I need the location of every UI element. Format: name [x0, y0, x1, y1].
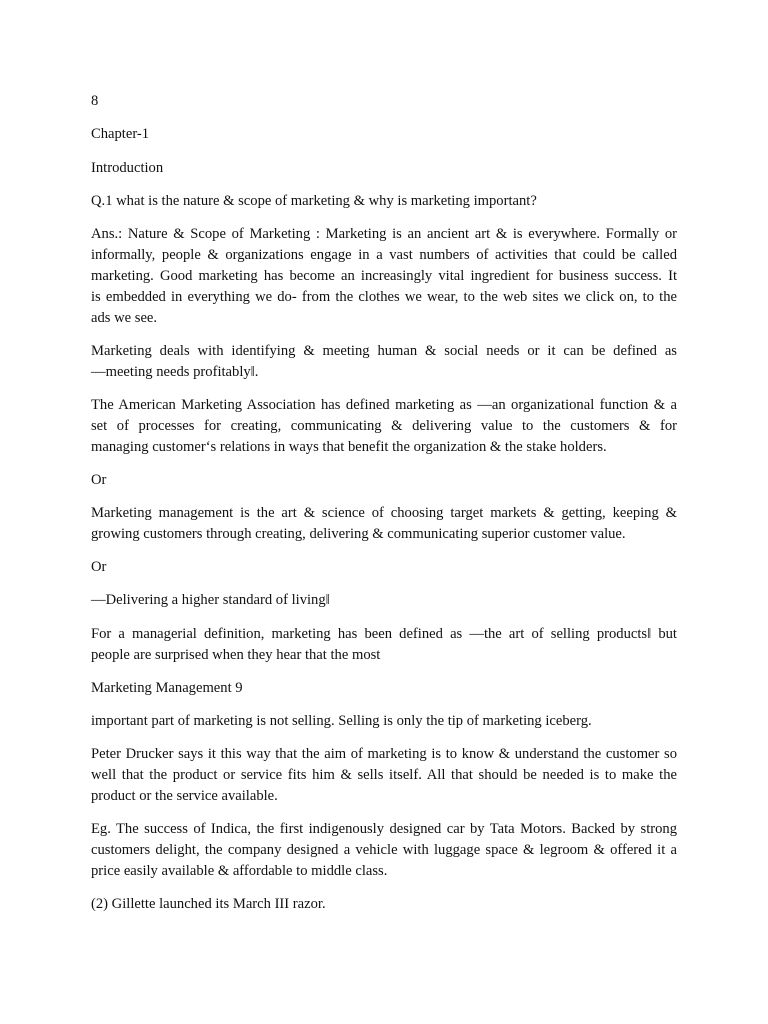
mgmt-line-1: Marketing management is the art & science of choosing target markets & getting, keeping &: [91, 505, 677, 521]
managerial-line-1: For a managerial definition, marketing has been defined as ―the art of selling products‖ but: [91, 626, 677, 642]
answer-line-2: informally, people & organizations engage in a vast numbers of activities that could be called: [91, 247, 677, 263]
section-heading: Introduction: [91, 160, 164, 176]
ama-line-1: The American Marketing Association has defined marketing as ―an organizational function & a: [91, 397, 677, 413]
chapter-heading: Chapter-1: [91, 126, 150, 142]
needs-line-1: Marketing deals with identifying & meeting human & social needs or it can be defined as: [91, 343, 677, 359]
answer-line-5: ads we see.: [91, 310, 158, 326]
selling-line: important part of marketing is not selling. Selling is only the tip of marketing iceberg.: [91, 713, 592, 729]
answer-line-4: is embedded in everything we do- from the clothes we wear, to the web sites we click on, to the: [91, 289, 677, 305]
indica-line-1: Eg. The success of Indica, the first indigenously designed car by Tata Motors. Backed by strong: [91, 821, 677, 837]
managerial-line-2: people are surprised when they hear that the most: [91, 647, 381, 663]
answer-line-3: marketing. Good marketing has become an increasingly vital ingredient for business success. It: [91, 268, 677, 284]
drucker-line-3: product or the service available.: [91, 788, 278, 804]
ama-line-2: set of processes for creating, communicating & delivering value to the customers & for: [91, 418, 677, 434]
living-quote: ―Delivering a higher standard of living‖: [91, 592, 330, 608]
mgmt-line-2: growing customers through creating, delivering & communicating superior customer value.: [91, 526, 626, 542]
needs-line-2: ―meeting needs profitably‖.: [91, 364, 259, 380]
drucker-line-2: well that the product or service fits him & sells itself. All that should be needed is to make the: [91, 767, 677, 783]
or-separator-2: Or: [91, 559, 107, 575]
drucker-line-1: Peter Drucker says it this way that the aim of marketing is to know & understand the customer so: [91, 746, 677, 762]
indica-line-2: customers delight, the company designed a vehicle with luggage space & legroom & offered it a: [91, 842, 677, 858]
gillette-line: (2) Gillette launched its March III razor.: [91, 896, 326, 912]
running-header: Marketing Management 9: [91, 680, 243, 696]
page-number: 8: [91, 93, 99, 109]
question-text: Q.1 what is the nature & scope of marketing & why is marketing important?: [91, 193, 537, 209]
indica-line-3: price easily available & affordable to middle class.: [91, 863, 388, 879]
or-separator-1: Or: [91, 472, 107, 488]
answer-line-1: Ans.: Nature & Scope of Marketing : Marketing is an ancient art & is everywhere. Formally or: [91, 226, 677, 242]
ama-line-3: managing customer‘s relations in ways that benefit the organization & the stake holders.: [91, 439, 607, 455]
